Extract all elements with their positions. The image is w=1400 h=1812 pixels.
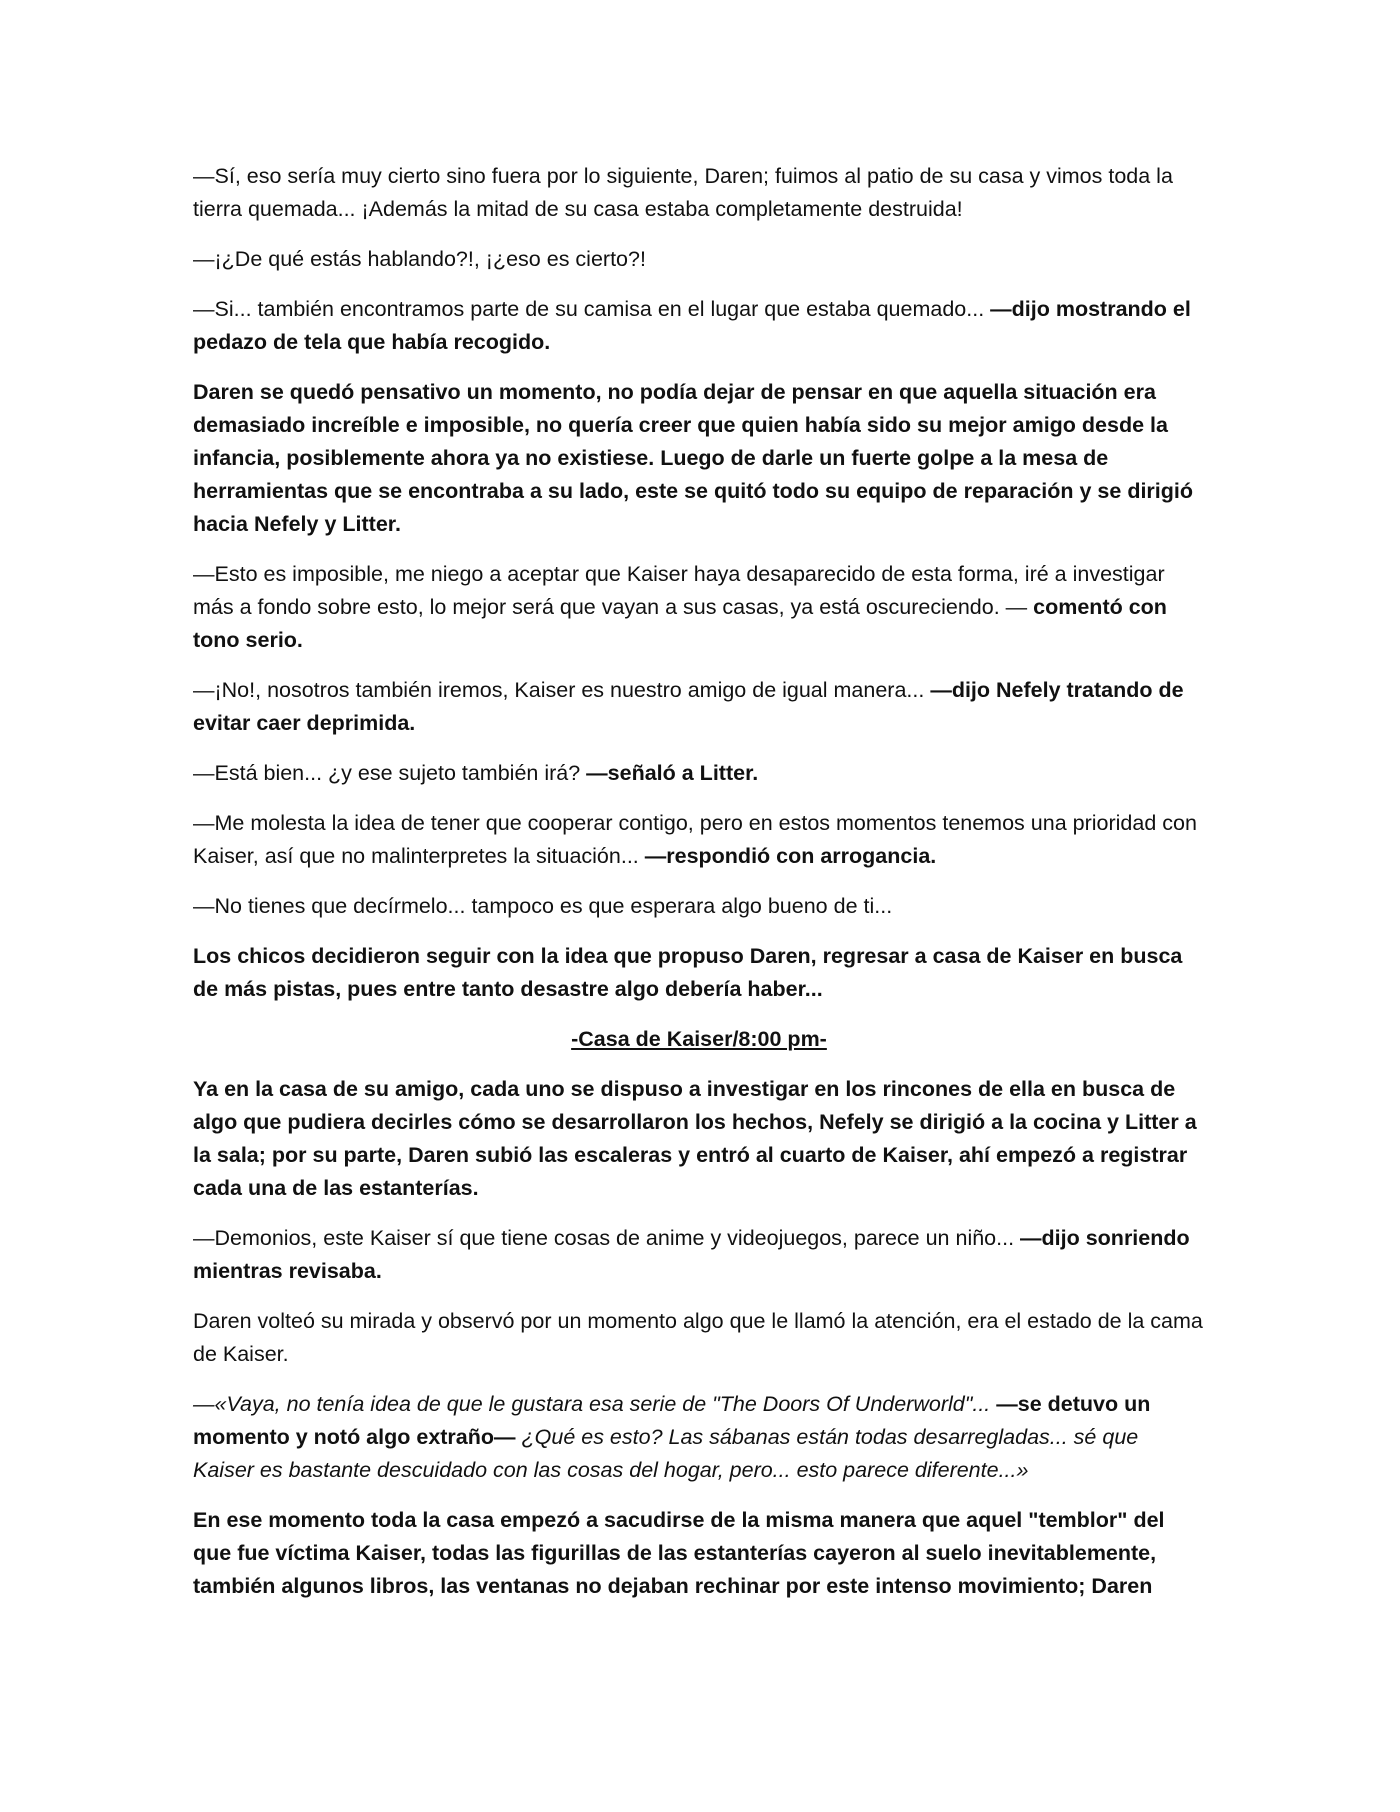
text-segment: —Esto es imposible, me niego a aceptar que Kaiser haya desaparecido de esta forma, iré a investigar más a fondo sobre esto, lo mejor será que vayan a sus casas, ya está oscureciendo. — <box>193 562 1165 619</box>
narration-paragraph <box>193 1073 1205 1205</box>
text-segment: —dijo Nefely tratando de evitar caer deprimida. <box>193 678 1184 735</box>
text-segment: —Demonios, este Kaiser sí que tiene cosas de anime y videojuegos, parece un niño... <box>193 1226 1021 1250</box>
dialogue-paragraph <box>193 757 1205 790</box>
text-segment: —dijo sonriendo mientras revisaba. <box>193 1226 1190 1283</box>
dialogue-paragraph <box>193 160 1205 226</box>
text-segment: ¿Qué es esto? Las sábanas están todas desarregladas... sé que Kaiser es bastante descuidado con las cosas del hogar, pero... esto parece diferente...» <box>193 1425 1139 1482</box>
text-segment: —señaló a Litter. <box>586 761 759 785</box>
text-segment: —No tienes que decírmelo... tampoco es que esperara algo bueno de ti... <box>193 894 893 918</box>
dialogue-paragraph <box>193 1222 1205 1288</box>
text-segment: —se detuvo un momento y notó algo extraño— <box>193 1392 1151 1449</box>
text-segment: -Casa de Kaiser/8:00 pm- <box>571 1027 827 1051</box>
text-segment: —Está bien... ¿y ese sujeto también irá? <box>193 761 587 785</box>
text-segment: —¡¿De qué estás hablando?!, ¡¿eso es cierto?! <box>193 247 646 271</box>
text-segment: Daren volteó su mirada y observó por un momento algo que le llamó la atención, era el estado de la cama de Kaiser. <box>193 1309 1203 1366</box>
text-segment: En ese momento toda la casa empezó a sacudirse de la misma manera que aquel "temblor" del que fue víctima Kaiser, todas las figurillas de las estanterías cayeron al suelo inevitablemente, también algunos libros, las ventanas no dejaban rechinar por este intenso movimiento; Daren <box>193 1508 1165 1598</box>
text-segment: —Sí, eso sería muy cierto sino fuera por lo siguiente, Daren; fuimos al patio de su casa y vimos toda la tierra quemada... ¡Además la mitad de su casa estaba completamente destruida! <box>193 164 1173 221</box>
dialogue-paragraph <box>193 293 1205 359</box>
text-segment: —Si... también encontramos parte de su camisa en el lugar que estaba quemado... <box>193 297 991 321</box>
text-segment: comentó con tono serio. <box>193 595 1167 652</box>
dialogue-paragraph <box>193 558 1205 657</box>
text-segment: —respondió con arrogancia. <box>644 844 937 868</box>
dialogue-paragraph <box>193 807 1205 873</box>
text-segment: —Me molesta la idea de tener que cooperar contigo, pero en estos momentos tenemos una prioridad con Kaiser, así que no malinterpretes la situación... <box>193 811 1197 868</box>
text-segment: —dijo mostrando el pedazo de tela que había recogido. <box>193 297 1191 354</box>
narration-paragraph <box>193 1504 1205 1603</box>
text-segment: —¡No!, nosotros también iremos, Kaiser es nuestro amigo de igual manera... <box>193 678 931 702</box>
dialogue-paragraph <box>193 1305 1205 1371</box>
text-segment: Daren se quedó pensativo un momento, no podía dejar de pensar en que aquella situación era demasiado increíble e imposible, no quería creer que quien había sido su mejor amigo desde la infancia, posiblemente ahora ya no existiese. Luego de darle un fuerte golpe a la mesa de herramientas que se encontraba a su lado, este se quitó todo su equipo de reparación y se dirigió hacia Nefely y Litter. <box>193 380 1194 536</box>
section-heading <box>193 1023 1205 1056</box>
dialogue-paragraph <box>193 243 1205 276</box>
dialogue-paragraph <box>193 674 1205 740</box>
dialogue-paragraph <box>193 1388 1205 1487</box>
text-segment: Los chicos decidieron seguir con la idea que propuso Daren, regresar a casa de Kaiser en busca de más pistas, pues entre tanto desastre algo debería haber... <box>193 944 1183 1001</box>
narration-paragraph <box>193 940 1205 1006</box>
narration-paragraph <box>193 376 1205 541</box>
dialogue-paragraph <box>193 890 1205 923</box>
text-segment: Ya en la casa de su amigo, cada uno se dispuso a investigar en los rincones de ella en busca de algo que pudiera decirles cómo se desarrollaron los hechos, Nefely se dirigió a la cocina y Litter a la sala; por su parte, Daren subió las escaleras y entró al cuarto de Kaiser, ahí empezó a registrar cada una de las estanterías. <box>193 1077 1197 1200</box>
document-page <box>193 160 1205 1620</box>
text-segment: —«Vaya, no tenía idea de que le gustara esa serie de "The Doors Of Underworld"... <box>193 1392 997 1416</box>
